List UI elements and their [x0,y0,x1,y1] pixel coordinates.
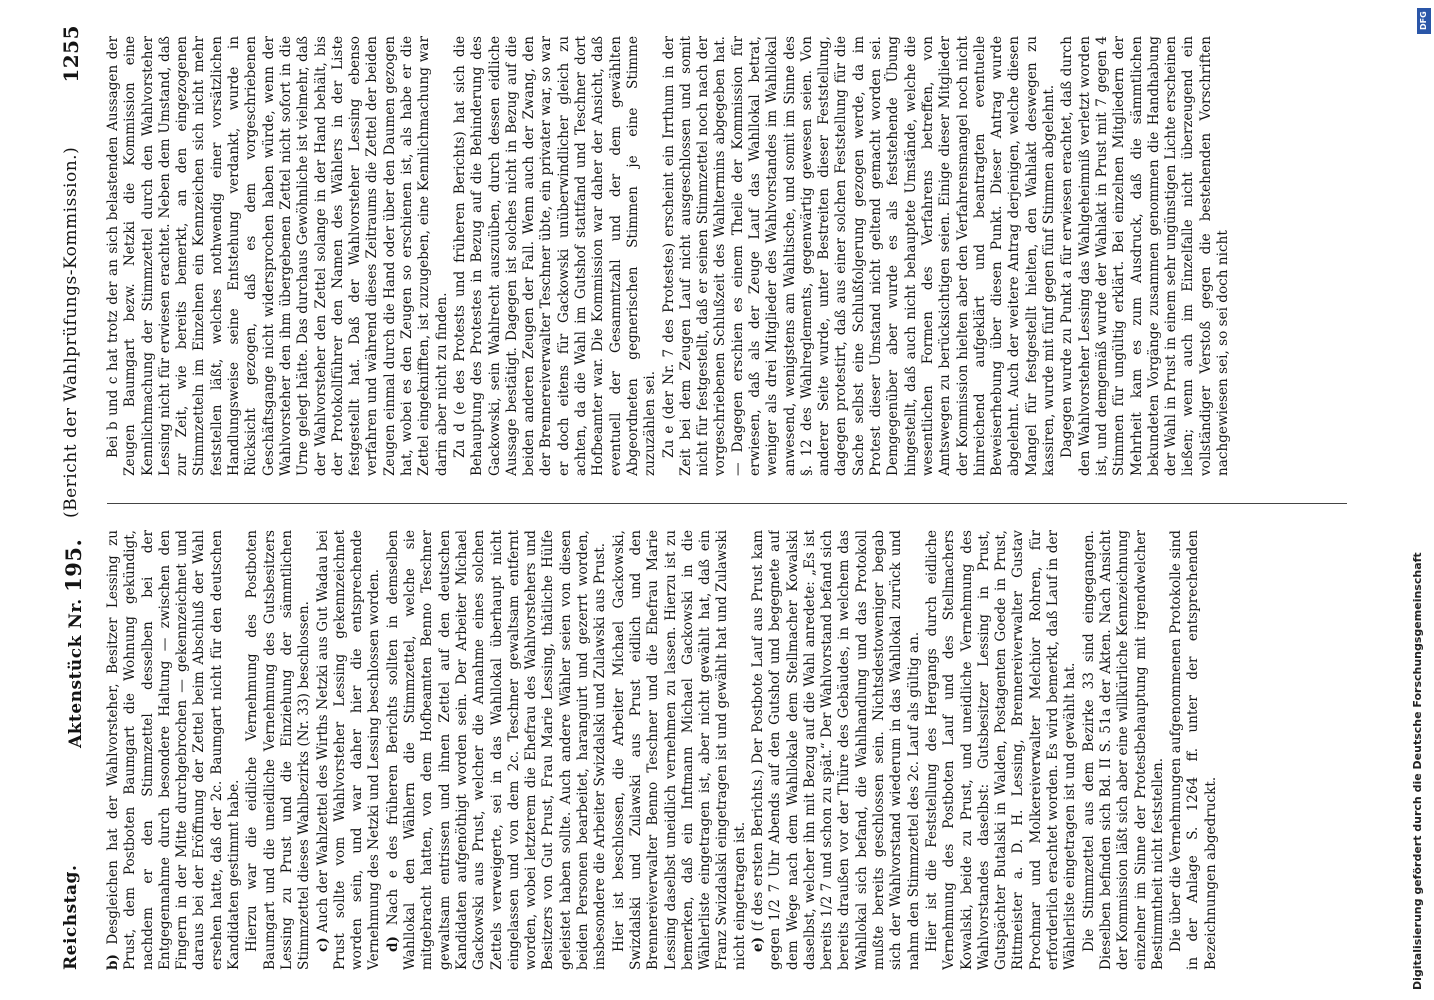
right-column [105,36,1365,476]
paragraph-label: c) [314,937,331,952]
paragraph [1059,36,1232,476]
digitization-note: Digitalisierung gefördert durch die Deutsche Forschungsgemeinschaft [1411,552,1424,990]
paragraph [1168,530,1220,970]
paragraph-text: Nach e des früheren Berichts sollten in demselben Wahllokal den Wählern die Stimmzettel, welche sie mitgebracht hatten, von dem Hofbeamten Benno Teschner gewaltsam entrissen und ihnen Zettel auf den deutschen Kandidaten aufgenöthigt worden sein. Der Arbeiter Michael Gackowski aus Prust, welcher die Annahme eines solchen Zettels verweigerte, sei in das Wahllokal überhaupt nicht eingelassen und von dem 2c. Teschner gewaltsam entfernt worden, wobei letzterem die Ehefrau des Wahlvorstehers und Besitzers von Gut Prust, Frau Marie Lessing, thätliche Hülfe geleistet haben sollte. Auch andere Wähler seien von diesen beiden Personen bearbeitet, haranguirt und gezerrt worden, insbesondere die Arbeiter Swizdalski und Zulawski aus Prust. [384,530,609,970]
paragraph [385,530,610,970]
paragraph [244,530,313,970]
paragraph [105,36,451,476]
page-number: 1255 [59,25,83,83]
paragraph-label: b) [105,954,121,970]
paragraph [315,530,384,970]
paragraph [611,530,749,970]
paragraph-text: Die über die Vernehmungen aufgenommenen Protokolle sind in der Anlage S. 1264 ff. unter der entsprechenden Bezeichnungen abgedruckt. [1168,530,1219,970]
page-header [61,13,89,988]
paragraph [1081,530,1167,970]
paragraph-text: Bei b und c hat trotz der an sich belastenden Aussagen der Zeugen Baumgart bezw. Netzki die Kommission eine Kennlichmachung der Stimmzettel durch den Wahlvorsteher Lessing nicht für erwiesen erachtet. Neben dem Umstand, daß zur Zeit, wie bereits bemerkt, an den eingezogenen Stimmzetteln im Einzelnen ein Kennzeichen sich nicht mehr feststellen läßt, welches nothwendig einer vorsätzlichen Handlungsweise seine Entstehung verdankt, wurde in Rücksicht gezogen, daß es dem vorgeschriebenen Geschäftsgange nicht widersprochen haben würde, wenn der Wahlvorsteher den ihm übergebenen Zettel nicht sofort in die Urne gelegt hätte. Das durchaus Gewöhnliche ist vielmehr, daß der Wahlvorsteher den Zettel solange in der Hand behält, bis der Protokollführer den Namen des Wählers in der Liste festgestellt hat. Daß der Wahlvorsteher Lessing ebenso verfahren und während dieses Zeitraums die Zettel der beiden Zeugen einmal durch die Hand oder über den Daumen gezogen hat, wobei es den Zeugen so erschienen ist, als habe er die Zettel eingeknifften, ist zuzugeben, eine Kennlichmachung war darin aber nicht zu finden. [105,36,450,476]
paragraph-text: Dagegen wurde zu Punkt a für erwiesen erachtet, daß durch den Wahlvorsteher Lessing das Wahlgeheimniß verletzt worden ist, und demgemäß wurde der Wahlakt in Prust mit 7 gegen 4 Stimmen für ungültig erklärt. Bei einzelnen Mitgliedern der Mehrheit kam es zum Ausdruck, daß die sämmtlichen bekundeten Vorgänge zusammen genommen die Handhabung der Wahl in Prust in einem sehr ungünstigen Lichte erscheinen ließen; wenn auch im Einzelfalle nicht überzeugend ein vollständiger Verstoß gegen die bestehenden Vorschriften nachgewiesen sei, so sei doch nicht [1059,36,1231,476]
header-reichstag: Reichstag. [61,864,81,970]
paragraph-text: Desgleichen hat der Wahlvorsteher, Besitzer Lessing zu Prust, dem Postboten Baumgart die Wohnung gekündigt, nachdem er den Stimmzettel desselben bei der Entgegennahme durch besondere Haltung — zwischen den Fingern in der Mitte durchgebrochen — gekennzeichnet und daraus bei der Eröffnung der Zettel beim Abschluß der Wahl ersehen hatte, daß der 2c. Baumgart nicht für den deutschen Kandidaten gestimmt habe. [105,530,243,970]
paragraph [452,36,660,476]
paragraph-text: Hierzu war die eidliche Vernehmung des Postboten Baumgart und die uneidliche Vernehmung des Gutsbesitzers Lessing zu Prust und die Einziehung der sämmtlichen Stimmzettel dieses Wahlbezirks (Nr. 33) beschlossen. [244,530,313,970]
dfg-logo-badge: DFG [1417,8,1431,34]
paragraph [924,530,1080,970]
paragraph-text: Hier ist die Feststellung des Hergangs durch eidliche Vernehmung des Postboten Lauf und des Stellmachers Kowalski, beide zu Prust, und uneidliche Vernehmung des Wahlvorstandes daselbst: Gutsbesitzer Lessing in Prust, Gutspächter Butalski in Walden, Postagenten Goede in Prust, Rittmeister a. D. H. Lessing, Brennereiverwalter Gustav Prochmar und Molkereiverwalter Melchior Rohren, für erforderlich erachtet worden. Es wird bemerkt, daß Lauf in der Wählerliste eingetragen ist und gewählt hat. [923,530,1079,970]
header-document-prefix: Aktenstück Nr. [66,598,86,748]
paragraph-text: Zu d (e des Protests und früheren Berichts) hat sich die Behauptung des Protestes in Bezug auf die Behinderung des Gackowski, sein Wahlrecht auszuüben, durch dessen eidliche Aussage bestätigt. Dagegen ist solches nicht in Bezug auf die beiden anderen Zeugen der Fall. Wenn auch der Zwang, den der Brennereiverwalter Teschner übte, ein privater war, so war er doch eitens für Gackowski unüberwindlicher gleich zu achten, da die Wahl im Gutshof stattfand und Teschner dort Hofbeamter war. Die Kommission war daher der Ansicht, daß eventuell der Gesammtzahl und der dem gewählten Abgeordneten gegnerischen Stimmen je eine Stimme zuzuzählen sei. [451,36,659,476]
document-page [47,13,1392,988]
header-report-title: (Bericht der Wahlprüfungs-Kommission.) [61,146,81,518]
paragraph [750,530,923,970]
paragraph-text: Die Stimmzettel aus dem Bezirke 33 sind eingegangen. Dieselben befinden sich Bd. II S. 51a der Akten. Nach Ansicht der Kommission läßt sich aber eine willkürliche Kennzeichnung einzelner im Sinne der Protestbehauptung mit irgendwelcher Bestimmtheit nicht feststellen. [1080,530,1166,970]
paragraph-text: Auch der Wahlzettel des Wirths Netzki aus Gut Wadau bei Prust sollte vom Wahlvorsteher Lessing gekennzeichnet worden sein, und war daher hier die entsprechende Vernehmung des Netzki und Lessing beschlossen worden. [314,530,383,970]
left-column [105,530,1365,970]
paragraph-text: (f des ersten Berichts.) Der Postbote Lauf aus Prust kam gegen 1/2 7 Uhr Abends auf den Gutshof und begegnete auf dem Wege nach dem Wahllokale dem Stellmacher Kowalski daselbst, welcher ihn mit Bezug auf die Wahl anredete: „Es ist bereits 1/2 7 und schon zu spät.“ Der Wahlvorstand befand sich bereits draußen vor der Thüre des Gebäudes, in welchem das Wahllokal sich befand, die Wahlhandlung und das Protokoll mußte bereits geschlossen sein. Nichtsdestoweniger begab sich der Wahlvorstand wiederum in das Wahllokal zurück und nahm den Stimmzettel des 2c. Lauf als gültig an. [749,530,922,970]
paragraph [105,530,243,970]
paragraph-label: d) [384,936,401,952]
column-divider [107,503,1347,504]
header-document-number-value: 195. [61,538,86,592]
paragraph [661,36,1059,476]
header-document-number [61,539,86,748]
paragraph-label: e) [749,936,766,952]
paragraph-text: Zu e (der Nr. 7 des Protestes) erscheint ein Irrthum in der Zeit bei dem Zeugen Lauf nicht ausgeschlossen und somit nicht für festgestellt, daß er seinen Stimmzettel noch nach der vorgeschriebenen Schlußzeit des Wahltermins abgegeben hat. — Dagegen erschien es einem Theile der Kommission für erwiesen, daß als der Zeuge Lauf das Wahllokal betrat, weniger als drei Mitglieder des Wahlvorstandes im Wahllokal anwesend, wenigstens am Wahltische, und somit im Sinne des §. 12 des Wahlreglements, gegenwärtig gewesen seien. Von anderer Seite wurde, unter Bestreiten dieser Feststellung, dagegen protestirt, daß aus einer solchen Feststellung für die Sache selbst eine Schlußfolgerung gezogen werde, da im Protest dieser Umstand nicht geltend gemacht worden sei. Demgegenüber aber wurde es als feststehende Übung hingestellt, daß auch nicht behauptete Umstände, welche die wesentlichen Formen des Verfahrens betreffen, von Amtswegen zu berücksichtigen seien. Einige dieser Mitglieder der Kommission hielten aber den Verfahrensmangel noch nicht hinreichend aufgeklärt und beantragten eventuelle Beweiserhebung über diesen Punkt. Dieser Antrag wurde abgelehnt. Auch der weitere Antrag derjenigen, welche diesen Mangel für festgestellt hielten, den Wahlakt deswegen zu kassiren, wurde mit fünf gegen fünf Stimmen abgelehnt. [660,36,1058,476]
paragraph-text: Hier ist beschlossen, die Arbeiter Michael Gackowski, Swizdalski und Zulawski aus Prust eidlich und den Brennereiverwalter Benno Teschner und die Ehefrau Marie Lessing daselbst uneidlich vernehmen zu lassen. Hierzu ist zu bemerken, daß ein Inftmann Michael Gackowski in die Wählerliste eingetragen ist, aber nicht gewählt hat, daß ein Franz Swizdalski eingetragen ist und gewählt hat und Zulawski nicht eingetragen ist. [610,530,748,970]
